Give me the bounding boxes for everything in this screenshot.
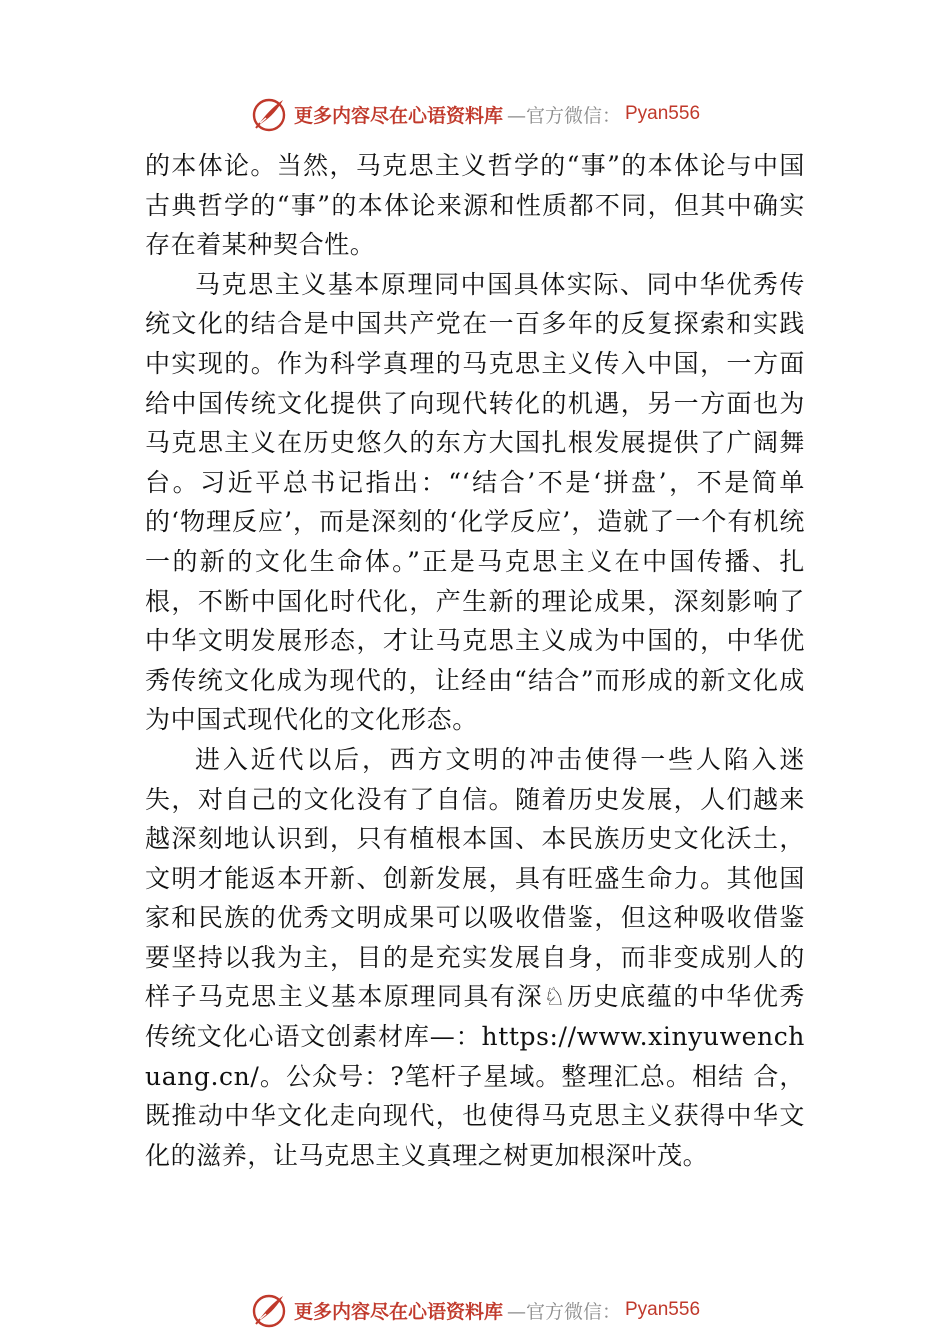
banner-wechat-label: —官方微信：: [506, 104, 621, 127]
footer-banner: [0, 1288, 950, 1332]
banner-title: 更多内容尽在心语资料库: [293, 104, 503, 127]
paragraph-2: 马克思主义基本原理同中国具体实际、同中华优秀传统文化的结合是中国共产党在一百多年的反复探索和实践中实现的。作为科学真理的马克思主义传入中国，一方面给中国传统文化提供了向现代转化的机遇，另一方面也为马克思主义在历史悠久的东方大国扎根发展提供了广阔舞台。习近平总书记指出：“‘结合’不是‘拼盘’，不是简单的‘物理反应’，而是深刻的‘化学反应’，造就了一个有机统一的新的文化生命体。”正是马克思主义在中国传播、扎根，不断中国化时代化，产生新的理论成果，深刻影响了中华文明发展形态，才让马克思主义成为中国的，中华优秀传统文化成为现代的，让经由“结合”而形成的新文化成为中国式现代化的文化形态。: [145, 269, 805, 735]
banner-wechat-id: Pyan556: [625, 1299, 701, 1320]
header-banner: [0, 92, 950, 136]
banner-wechat-id: Pyan556: [625, 103, 701, 124]
banner-wechat-label: —官方微信：: [506, 1300, 621, 1323]
banner-title: 更多内容尽在心语资料库: [293, 1300, 503, 1323]
quill-pen-logo-icon: [250, 1291, 288, 1329]
paragraph-3: 进入近代以后，西方文明的冲击使得一些人陷入迷失，对自己的文化没有了自信。随着历史发展，人们越来越深刻地认识到，只有植根本国、本民族历史文化沃土，文明才能返本开新、创新发展，具有旺盛生命力。其他国家和民族的优秀文明成果可以吸收借鉴，但这种吸收借鉴要坚持以我为主，目的是充实发展自身，而非变成别人的样子马克思主义基本原理同具有深♘历史底蕴的中华优秀传统文化心语文创素材库—：https://www.xinyuwenchuang.cn/。公众号：?笔杆子星域。整理汇总。相结 合，既推动中华文化走向现代，也使得马克思主义获得中华文化的滋养，让马克思主义真理之树更加根深叶茂。: [145, 744, 805, 1170]
document-body: [145, 146, 805, 1175]
quill-pen-logo-icon: [250, 95, 288, 133]
paragraph-1: 的本体论。当然，马克思主义哲学的“事”的本体论与中国古典哲学的“事”的本体论来源和性质都不同，但其中确实存在着某种契合性。: [145, 151, 805, 260]
